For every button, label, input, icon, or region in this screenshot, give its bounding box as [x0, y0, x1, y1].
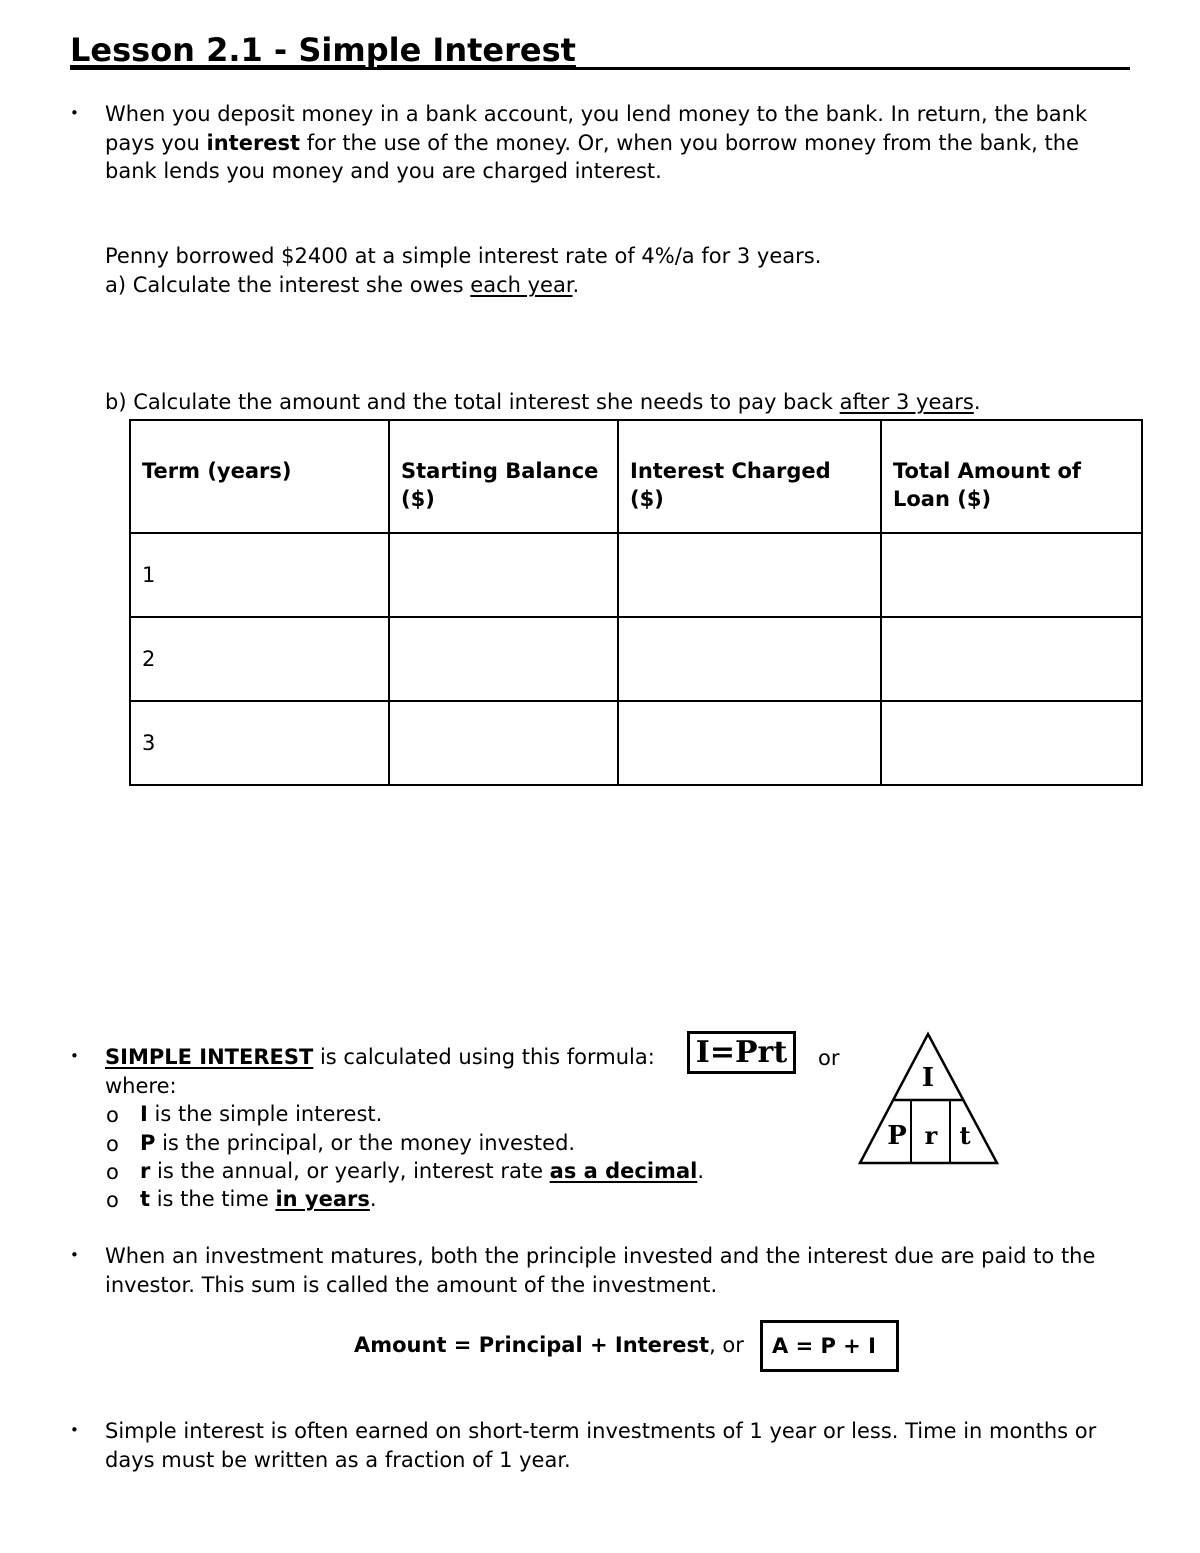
table-header-row [130, 420, 1142, 533]
column-header: Term (years) [130, 420, 389, 533]
bullet-icon: • [70, 1047, 79, 1065]
sub-bullet-icon: o [106, 1188, 119, 1212]
formula-triangle [855, 1030, 1005, 1170]
problem-statement: Penny borrowed $2400 at a simple interest rate of 4%/a for 3 years. [105, 244, 822, 268]
blank-cell[interactable] [881, 617, 1142, 701]
amount-formula-box: A = P + I [760, 1320, 899, 1372]
triangle-label-i: I [921, 1063, 935, 1093]
loan-table [129, 419, 1143, 786]
variable-item: r is the annual, or yearly, interest rate as a decimal. [140, 1159, 704, 1183]
intro-line: pays you interest for the use of the money. Or, when you borrow money from the bank, the [105, 130, 1079, 155]
blank-cell[interactable] [389, 533, 618, 617]
blank-cell[interactable] [618, 533, 881, 617]
sub-bullet-icon: o [106, 1132, 119, 1156]
triangle-label-t: t [959, 1121, 971, 1150]
variable-item: t is the time in years. [140, 1187, 377, 1211]
term-cell: 1 [130, 533, 389, 617]
sub-bullet-icon: o [106, 1103, 119, 1127]
sub-bullet-icon: o [106, 1160, 119, 1184]
blank-cell[interactable] [881, 701, 1142, 785]
amount-formula-words: Amount = Principal + Interest, or [354, 1333, 744, 1357]
blank-cell[interactable] [881, 533, 1142, 617]
table-row [130, 701, 1142, 785]
or-label: or [818, 1046, 840, 1070]
triangle-label-p: P [887, 1121, 907, 1151]
table-row [130, 617, 1142, 701]
intro-line: bank lends you money and you are charged interest. [105, 159, 662, 183]
formula-box: I=Prt [687, 1031, 796, 1074]
term-cell: 3 [130, 701, 389, 785]
column-header: Total Amount of Loan ($) [881, 420, 1142, 533]
blank-cell[interactable] [618, 701, 881, 785]
part-a: a) Calculate the interest she owes each year. [105, 273, 580, 297]
interest-term: interest [206, 130, 301, 155]
variable-item: I is the simple interest. [140, 1102, 383, 1126]
formula-intro: SIMPLE INTEREST is calculated using this formula: [105, 1045, 655, 1069]
intro-paragraph [105, 100, 1125, 186]
term-cell: 2 [130, 617, 389, 701]
triangle-label-r: r [924, 1121, 938, 1150]
column-header: Starting Balance ($) [389, 420, 618, 533]
variable-item: P is the principal, or the money invested. [140, 1131, 576, 1155]
column-header: Interest Charged ($) [618, 420, 881, 533]
blank-cell[interactable] [389, 701, 618, 785]
part-b: b) Calculate the amount and the total interest she needs to pay back after 3 years. [105, 390, 981, 414]
where-label: where: [105, 1074, 177, 1098]
short-term-paragraph: Simple interest is often earned on short-term investments of 1 year or less. Time in months or days must be written as a fraction of 1 year. [105, 1419, 1097, 1472]
bullet-icon: • [70, 104, 79, 122]
page-title: Lesson 2.1 - Simple Interest [70, 30, 1130, 70]
intro-line: When you deposit money in a bank account, you lend money to the bank. In return, the bank [105, 102, 1088, 126]
blank-cell[interactable] [389, 617, 618, 701]
bullet-icon: • [70, 1421, 79, 1439]
simple-interest-term: SIMPLE INTEREST [105, 1045, 314, 1069]
blank-cell[interactable] [618, 617, 881, 701]
bullet-icon: • [70, 1246, 79, 1264]
maturity-paragraph: When an investment matures, both the principle invested and the interest due are paid to the investor. This sum is called the amount of the investment. [105, 1244, 1096, 1297]
table-row [130, 533, 1142, 617]
